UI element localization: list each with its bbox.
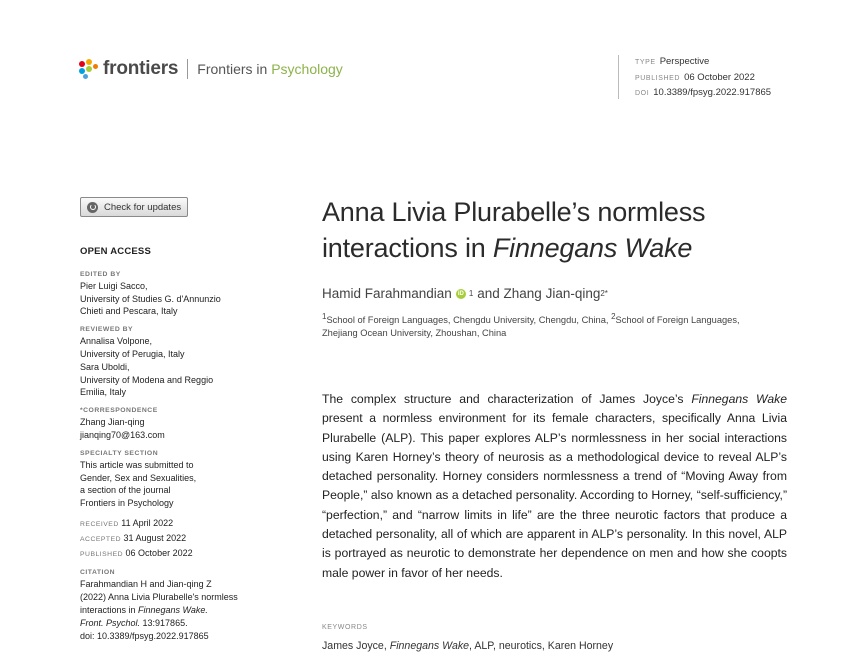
meta-doi-label: DOI: [635, 90, 650, 97]
citation-doi[interactable]: doi: 10.3389/fpsyg.2022.917865: [80, 630, 209, 641]
reviewer-line: University of Modena and Reggio: [80, 374, 214, 385]
citation-text: interactions in: [80, 604, 139, 615]
correspondent-name: Zhang Jian-qing: [80, 417, 145, 428]
specialty-line: Gender, Sex and Sexualities,: [80, 472, 197, 483]
abstract-text: present a normless environment for its female characters, specifically Anna Livia Plurabelle (ALP). This paper explores ALP’s normlessness in her social interactions using Karen Horney’s theory of neurosis as a methodological device to reveal ALP’s detached personality. Horney considers normlessness a trend of “Moving Away from People,” also known as a detached personality. According to Horney, “self-sufficiency,” “perfection,” and “narrow limits in life” are the three neurotic factors that produce a detached personality, all of which are apparent in ALP’s personality. In this novel, ALP is portrayed as neurotic to demonstrate her dependence on men and how she coopts male power in favor of her needs.: [322, 411, 787, 580]
citation-journal: Front. Psychol.: [80, 617, 141, 628]
meta-type-label: TYPE: [635, 59, 656, 66]
edited-by-section: [80, 270, 270, 318]
journal-prefix: Frontiers in: [197, 61, 268, 77]
edited-by-label: EDITED BY: [80, 270, 121, 278]
orcid-icon[interactable]: iD: [457, 290, 464, 297]
citation-label: CITATION: [80, 569, 116, 577]
title-line-2: [322, 230, 802, 266]
brand-name: frontiers: [103, 58, 179, 79]
check-for-updates-label: Check for updates: [104, 201, 182, 213]
specialty-label: SPECIALTY SECTION: [80, 449, 159, 457]
author-name[interactable]: Hamid Farahmandian: [322, 286, 452, 301]
reviewer-line: Emilia, Italy: [80, 387, 127, 398]
affiliations: [322, 311, 762, 340]
affiliation-number: 1: [322, 311, 327, 321]
citation-line: [80, 617, 270, 630]
author-list: Hamid Farahmandian iD 1 and Zhang Jian-qing 2*: [322, 286, 608, 301]
specialty-line: a section of the journal: [80, 485, 171, 496]
reviewer-line: Annalisa Volpone,: [80, 336, 153, 347]
received-date: [80, 517, 270, 532]
published-value: 06 October 2022: [125, 547, 193, 558]
meta-published-row: [635, 71, 771, 87]
publisher-logo[interactable]: [79, 58, 343, 80]
citation-line: Farahmandian H and Jian-qing Z: [80, 579, 212, 590]
editor-line: University of Studies G. d'Annunzio: [80, 293, 221, 304]
editor-line: Pier Luigi Sacco,: [80, 280, 148, 291]
reviewer-line: University of Perugia, Italy: [80, 348, 185, 359]
meta-type-row: [635, 55, 771, 71]
correspondence-label: *CORRESPONDENCE: [80, 407, 158, 415]
specialty-section: [80, 449, 270, 510]
correspondent-email[interactable]: jianqing70@163.com: [80, 429, 165, 440]
keywords: [322, 640, 613, 652]
meta-published-value: 06 October 2022: [684, 71, 755, 83]
author-name[interactable]: and Zhang Jian-qing: [477, 286, 601, 301]
abstract-text: The complex structure and characterization of James Joyce’s: [322, 392, 692, 406]
received-value: 11 April 2022: [121, 517, 174, 528]
affiliation-text: School of Foreign Languages, Chengdu University, Chengdu, China,: [326, 315, 612, 325]
article-meta: [618, 55, 771, 99]
specialty-line: Frontiers in Psychology: [80, 498, 174, 509]
affiliation-text: School of Foreign Languages, Zhejiang Ocean University, Zhoushan, China: [322, 315, 740, 338]
meta-doi-row: [635, 86, 771, 102]
reviewer-line: Sara Uboldi,: [80, 361, 130, 372]
published-label: PUBLISHED: [80, 550, 124, 558]
published-date: [80, 547, 270, 562]
reviewed-by-label: REVIEWED BY: [80, 326, 134, 334]
logo-divider: [187, 59, 188, 79]
citation-line: [80, 604, 270, 617]
frontiers-logo-icon: [79, 59, 99, 79]
article-title: [322, 194, 802, 266]
accepted-label: ACCEPTED: [80, 535, 122, 543]
check-for-updates-button[interactable]: [80, 197, 188, 217]
journal-subject: Psychology: [271, 61, 343, 77]
title-line-1: Anna Livia Plurabelle’s normless: [322, 197, 706, 227]
abstract-work-title: Finnegans Wake: [691, 392, 787, 406]
dates-section: [80, 517, 270, 561]
open-access-label: OPEN ACCESS: [80, 246, 152, 257]
reviewed-by-section: [80, 325, 270, 399]
specialty-line: This article was submitted to: [80, 459, 194, 470]
correspondence-section: [80, 406, 270, 442]
title-work: Finnegans Wake: [492, 233, 693, 263]
citation-line: (2022) Anna Livia Plurabelle's normless: [80, 592, 238, 603]
affiliation-number: 2: [611, 311, 616, 321]
journal-name: [197, 61, 343, 77]
keywords-text: James Joyce,: [322, 640, 390, 652]
keyword-work-title: Finnegans Wake: [389, 640, 470, 652]
citation-section: [80, 568, 270, 642]
accepted-date: [80, 532, 270, 547]
keywords-label: KEYWORDS: [322, 624, 368, 631]
meta-doi-value[interactable]: 10.3389/fpsyg.2022.917865: [653, 87, 772, 98]
sidebar: [80, 246, 270, 649]
meta-type-value: Perspective: [659, 56, 710, 67]
citation-volume: 13:917865.: [140, 617, 188, 628]
abstract: [322, 390, 787, 583]
editor-line: Chieti and Pescara, Italy: [80, 306, 178, 317]
citation-work-title: Finnegans Wake.: [138, 604, 208, 615]
keywords-text: , ALP, neurotics, Karen Horney: [469, 640, 614, 652]
received-label: RECEIVED: [80, 520, 119, 528]
meta-published-label: PUBLISHED: [635, 74, 681, 82]
title-text: interactions in: [322, 233, 493, 263]
refresh-icon: [87, 202, 98, 213]
accepted-value: 31 August 2022: [123, 532, 187, 543]
